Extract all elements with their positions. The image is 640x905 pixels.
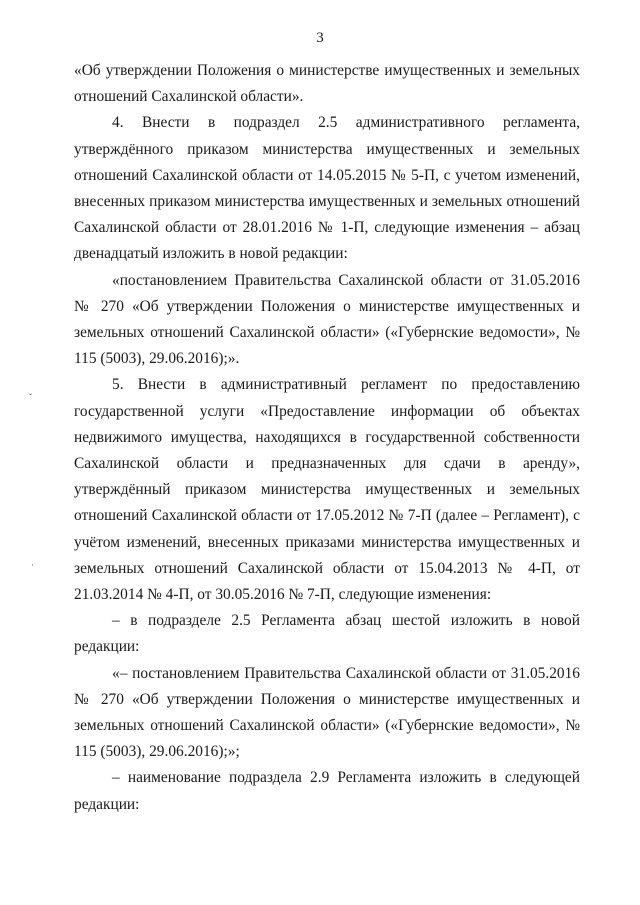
- paragraph-quote-2: «– постановлением Правительства Сахалинской области от 31.05.2016 № 270 «Об утверждении Положения о министерстве имущественных и земельных отношений Сахалинской области» («Губернские ведомости», № 115 (5003), 29.06.2016);»;: [74, 664, 580, 761]
- paragraph-quote: «постановлением Правительства Сахалинской области от 31.05.2016 № 270 «Об утверждении Положения о министерстве имущественных и земельных отношений Сахалинской области» («Губернские ведомости», № 115 (5003), 29.06.2016);».: [74, 271, 580, 368]
- scan-mark: ·: [31, 560, 34, 570]
- document-body: [74, 58, 580, 818]
- paragraph-amendment-2-9: – наименование подраздела 2.9 Регламента изложить в следующей редакции:: [74, 769, 580, 813]
- paragraph-item-4: 4. Внести в подраздел 2.5 административного регламента, утверждённого приказом министерства имущественных и земельных отношений Сахалинской области от 14.05.2015 № 5-П, с учетом изменений, внесенных приказом министерства имущественных и земельных отношений Сахалинской области от 28.01.2016 № 1-П, следующие изменения – абзац двенадцатый изложить в новой редакции:: [74, 114, 580, 263]
- paragraph-item-5: 5. Внести в административный регламент по предоставлению государственной услуги «Предоставление информации об объектах недвижимого имущества, находящихся в государственной собственности Сахалинской области и предназначенных для сдачи в аренду», утверждённый приказом министерства имущественных и земельных отношений Сахалинской области от 17.05.2012 № 7-П (далее – Регламент), с учётом изменений, внесенных приказами министерства имущественных и земельных отношений Сахалинской области от 15.04.2013 № 4-П, от 21.03.2014 № 4-П, от 30.05.2016 № 7-П, следующие изменения:: [74, 376, 580, 604]
- paragraph-amendment-2-5: – в подразделе 2.5 Регламента абзац шестой изложить в новой редакции:: [74, 612, 580, 656]
- page-number: 3: [316, 30, 324, 46]
- paragraph-continuation: «Об утверждении Положения о министерстве имущественных и земельных отношений Сахалинской области».: [74, 62, 580, 106]
- scan-mark: ˇ: [29, 392, 32, 402]
